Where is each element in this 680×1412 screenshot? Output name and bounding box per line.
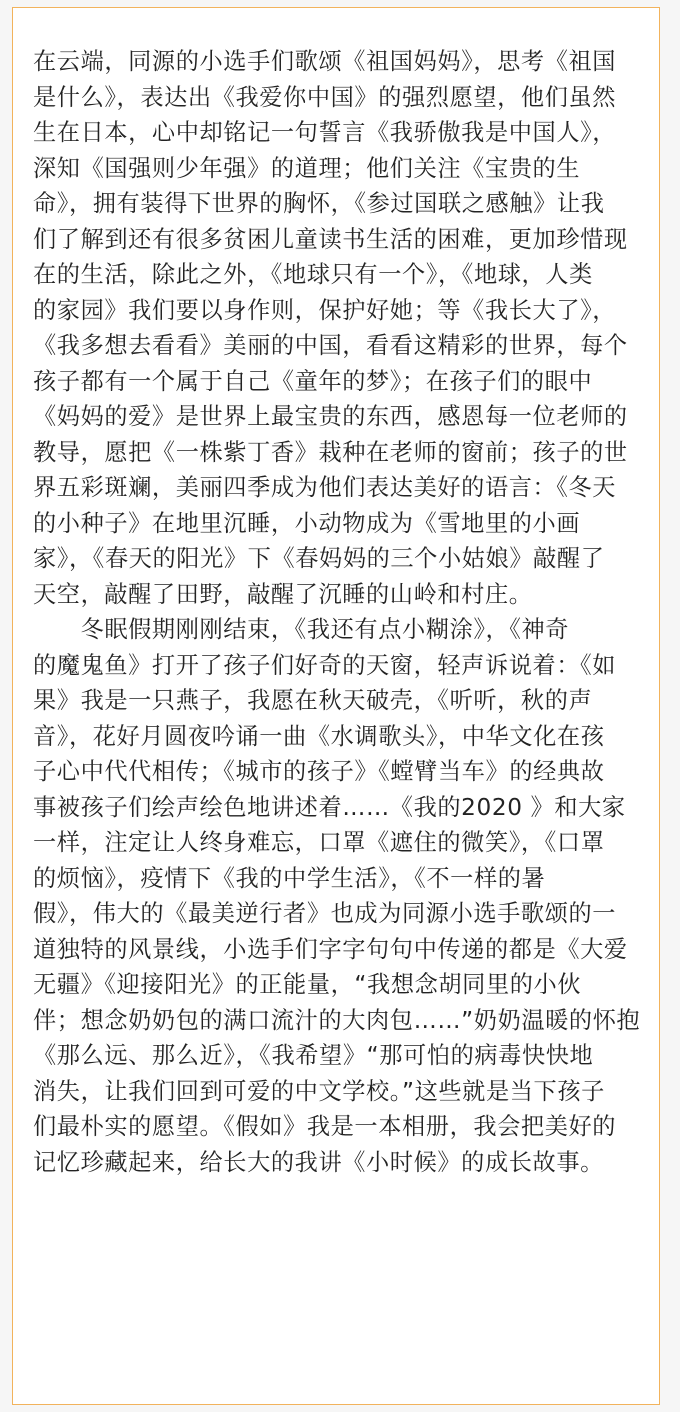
text-line: 天空，敲醒了田野，敲醒了沉睡的山岭和村庄。 [33, 580, 533, 608]
article-text [33, 44, 645, 1180]
text-line: 《我多想去看看》美丽的中国，看看这精彩的世界，每个 [33, 332, 628, 359]
text-line: 果》我是一只燕子，我愿在秋天破壳，《听听，秋的声 [33, 687, 593, 714]
text-line: 命》，拥有装得下世界的胸怀，《参过国联之感触》让我 [33, 190, 605, 217]
text-line: 消失，让我们回到可爱的中文学校。”这些就是当下孩子 [33, 1077, 605, 1105]
text-line: 生在日本，心中却铭记一句誓言《我骄傲我是中国人》， [33, 119, 617, 146]
text-line: 的小种子》在地里沉睡，小动物成为《雪地里的小画 [33, 509, 581, 537]
text-line: 一样，注定让人终身难忘，口罩《遮住的微笑》，《口罩 [33, 829, 605, 856]
text-line: 的家园》我们要以身作则，保护好她；等《我长大了》， [33, 296, 617, 324]
text-line: 界五彩斑斓，美丽四季成为他们表达美好的语言：《冬天 [33, 474, 617, 501]
article-card [12, 7, 660, 1405]
text-line: 是什么》，表达出《我爱你中国》的强烈愿望，他们虽然 [33, 83, 617, 111]
text-line: 们了解到还有很多贫困儿童读书生活的困难，更加珍惜现 [33, 225, 628, 253]
text-line: 们最朴实的愿望。《假如》我是一本相册，我会把美好的 [33, 1113, 617, 1140]
text-line: 的魔鬼鱼》打开了孩子们好奇的天窗，轻声诉说着：《如 [33, 651, 617, 679]
text-line: 教导，愿把《一株紫丁香》栽种在老师的窗前；孩子的世 [33, 438, 628, 466]
text-line: 孩子都有一个属于自己《童年的梦》；在孩子们的眼中 [33, 367, 593, 395]
text-line: 假》，伟大的《最美逆行者》也成为同源小选手歌颂的一 [33, 900, 617, 927]
text-line: 伴；想念奶奶包的满口流汁的大肉包……”奶奶温暖的怀抱 [33, 1006, 641, 1034]
text-line: 无疆》《迎接阳光》的正能量，“我想念胡同里的小伙 [33, 971, 582, 998]
text-line: 《那么远、那么近》，《我希望》“那可怕的病毒快快地 [33, 1042, 594, 1069]
text-line: 道独特的风景线，小选手们字字句句中传递的都是《大爱 [33, 935, 628, 963]
text-line: 《妈妈的爱》是世界上最宝贵的东西，感恩每一位老师的 [33, 403, 628, 430]
text-line: 深知《国强则少年强》的道理；他们关注《宝贵的生 [33, 154, 581, 182]
text-line: 的烦恼》，疫情下《我的中学生活》，《不一样的暑 [33, 864, 546, 892]
text-line: 在云端，同源的小选手们歌颂《祖国妈妈》，思考《祖国 [33, 48, 617, 75]
text-line: 子心中代代相传；《城市的孩子》《螳臂当车》的经典故 [33, 758, 605, 785]
text-line: 在的生活，除此之外，《地球只有一个》，《地球，人类 [33, 261, 593, 288]
text-line: 冬眠假期刚刚结束，《我还有点小糊涂》，《神奇 [33, 616, 570, 643]
text-line: 音》，花好月圆夜吟诵一曲《水调歌头》，中华文化在孩 [33, 722, 605, 750]
text-line: 事被孩子们绘声绘色地讲述着……《我的2020 》和大家 [33, 793, 626, 821]
text-line: 家》，《春天的阳光》下《春妈妈的三个小姑娘》敲醒了 [33, 545, 605, 572]
text-line: 记忆珍藏起来，给长大的我讲《小时候》的成长故事。 [33, 1148, 604, 1176]
